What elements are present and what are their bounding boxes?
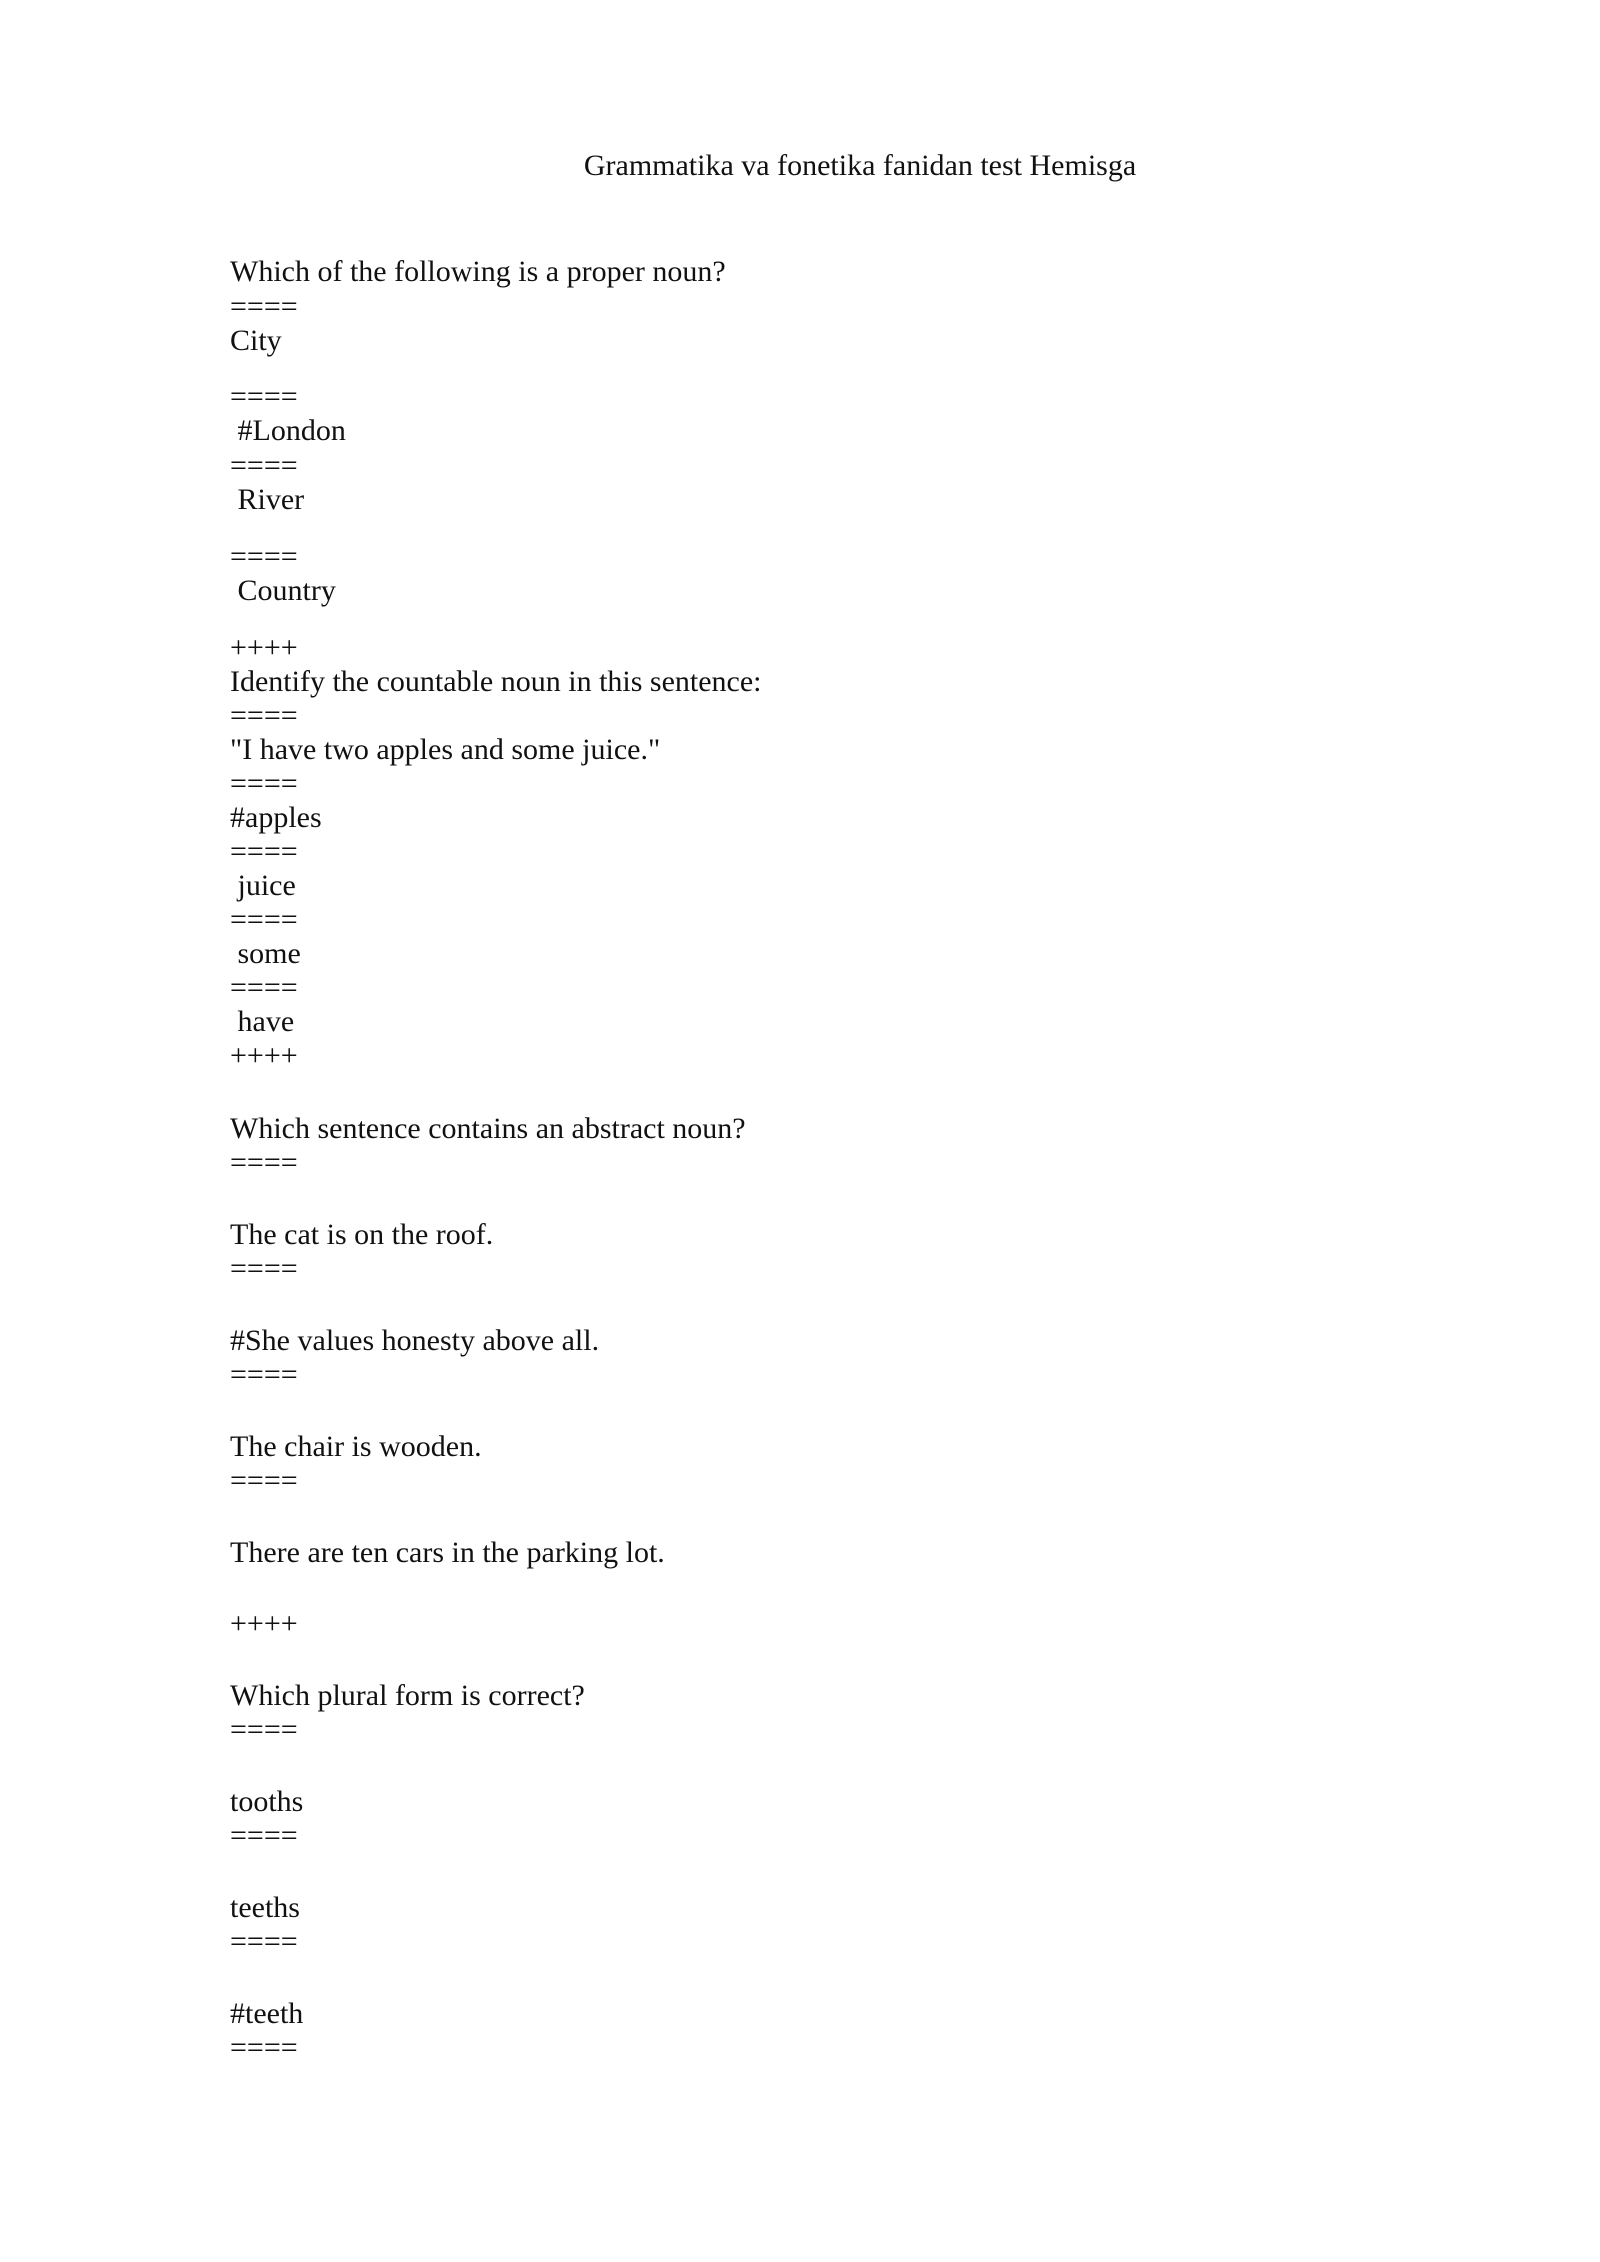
separator: ==== <box>230 835 298 868</box>
answer-option: teeths <box>230 1891 300 1924</box>
answer-option: some <box>230 937 301 970</box>
answer-option: The chair is wooden. <box>230 1430 482 1463</box>
answer-option-correct: #She values honesty above all. <box>230 1324 600 1357</box>
separator: ==== <box>230 449 298 482</box>
separator: ==== <box>230 1252 298 1285</box>
answer-option-correct: #apples <box>230 801 322 834</box>
question-1-text: Which of the following is a proper noun? <box>230 255 726 288</box>
question-2-sentence: "I have two apples and some juice." <box>230 733 661 766</box>
separator: ==== <box>230 1713 298 1746</box>
answer-option: The cat is on the roof. <box>230 1218 494 1251</box>
separator: ==== <box>230 2031 298 2064</box>
separator: ==== <box>230 767 298 800</box>
answer-option: juice <box>230 869 296 902</box>
separator: ==== <box>230 290 298 323</box>
question-4-text: Which plural form is correct? <box>230 1679 585 1712</box>
separator: ==== <box>230 1146 298 1179</box>
separator: ==== <box>230 971 298 1004</box>
document-title: Grammatika va fonetika fanidan test Hemisga <box>583 149 1137 182</box>
answer-option-correct: #teeth <box>230 1997 304 2030</box>
separator: ==== <box>230 1819 298 1852</box>
answer-option: City <box>230 324 282 357</box>
separator: ==== <box>230 1464 298 1497</box>
answer-option: There are ten cars in the parking lot. <box>230 1536 665 1569</box>
answer-option: Country <box>230 574 336 607</box>
question-end-marker: ++++ <box>230 1607 298 1640</box>
answer-option: River <box>230 483 305 516</box>
answer-option: have <box>230 1005 295 1038</box>
question-3-text: Which sentence contains an abstract noun? <box>230 1112 746 1145</box>
answer-option: tooths <box>230 1785 304 1818</box>
separator: ==== <box>230 1925 298 1958</box>
separator: ==== <box>230 903 298 936</box>
separator: ==== <box>230 1358 298 1391</box>
answer-option-correct: #London <box>230 414 346 447</box>
separator: ==== <box>230 380 298 413</box>
question-end-marker: ++++ <box>230 1039 298 1072</box>
question-2-text: Identify the countable noun in this sentence: <box>230 665 762 698</box>
question-end-marker: ++++ <box>230 631 298 664</box>
separator: ==== <box>230 540 298 573</box>
separator: ==== <box>230 699 298 732</box>
